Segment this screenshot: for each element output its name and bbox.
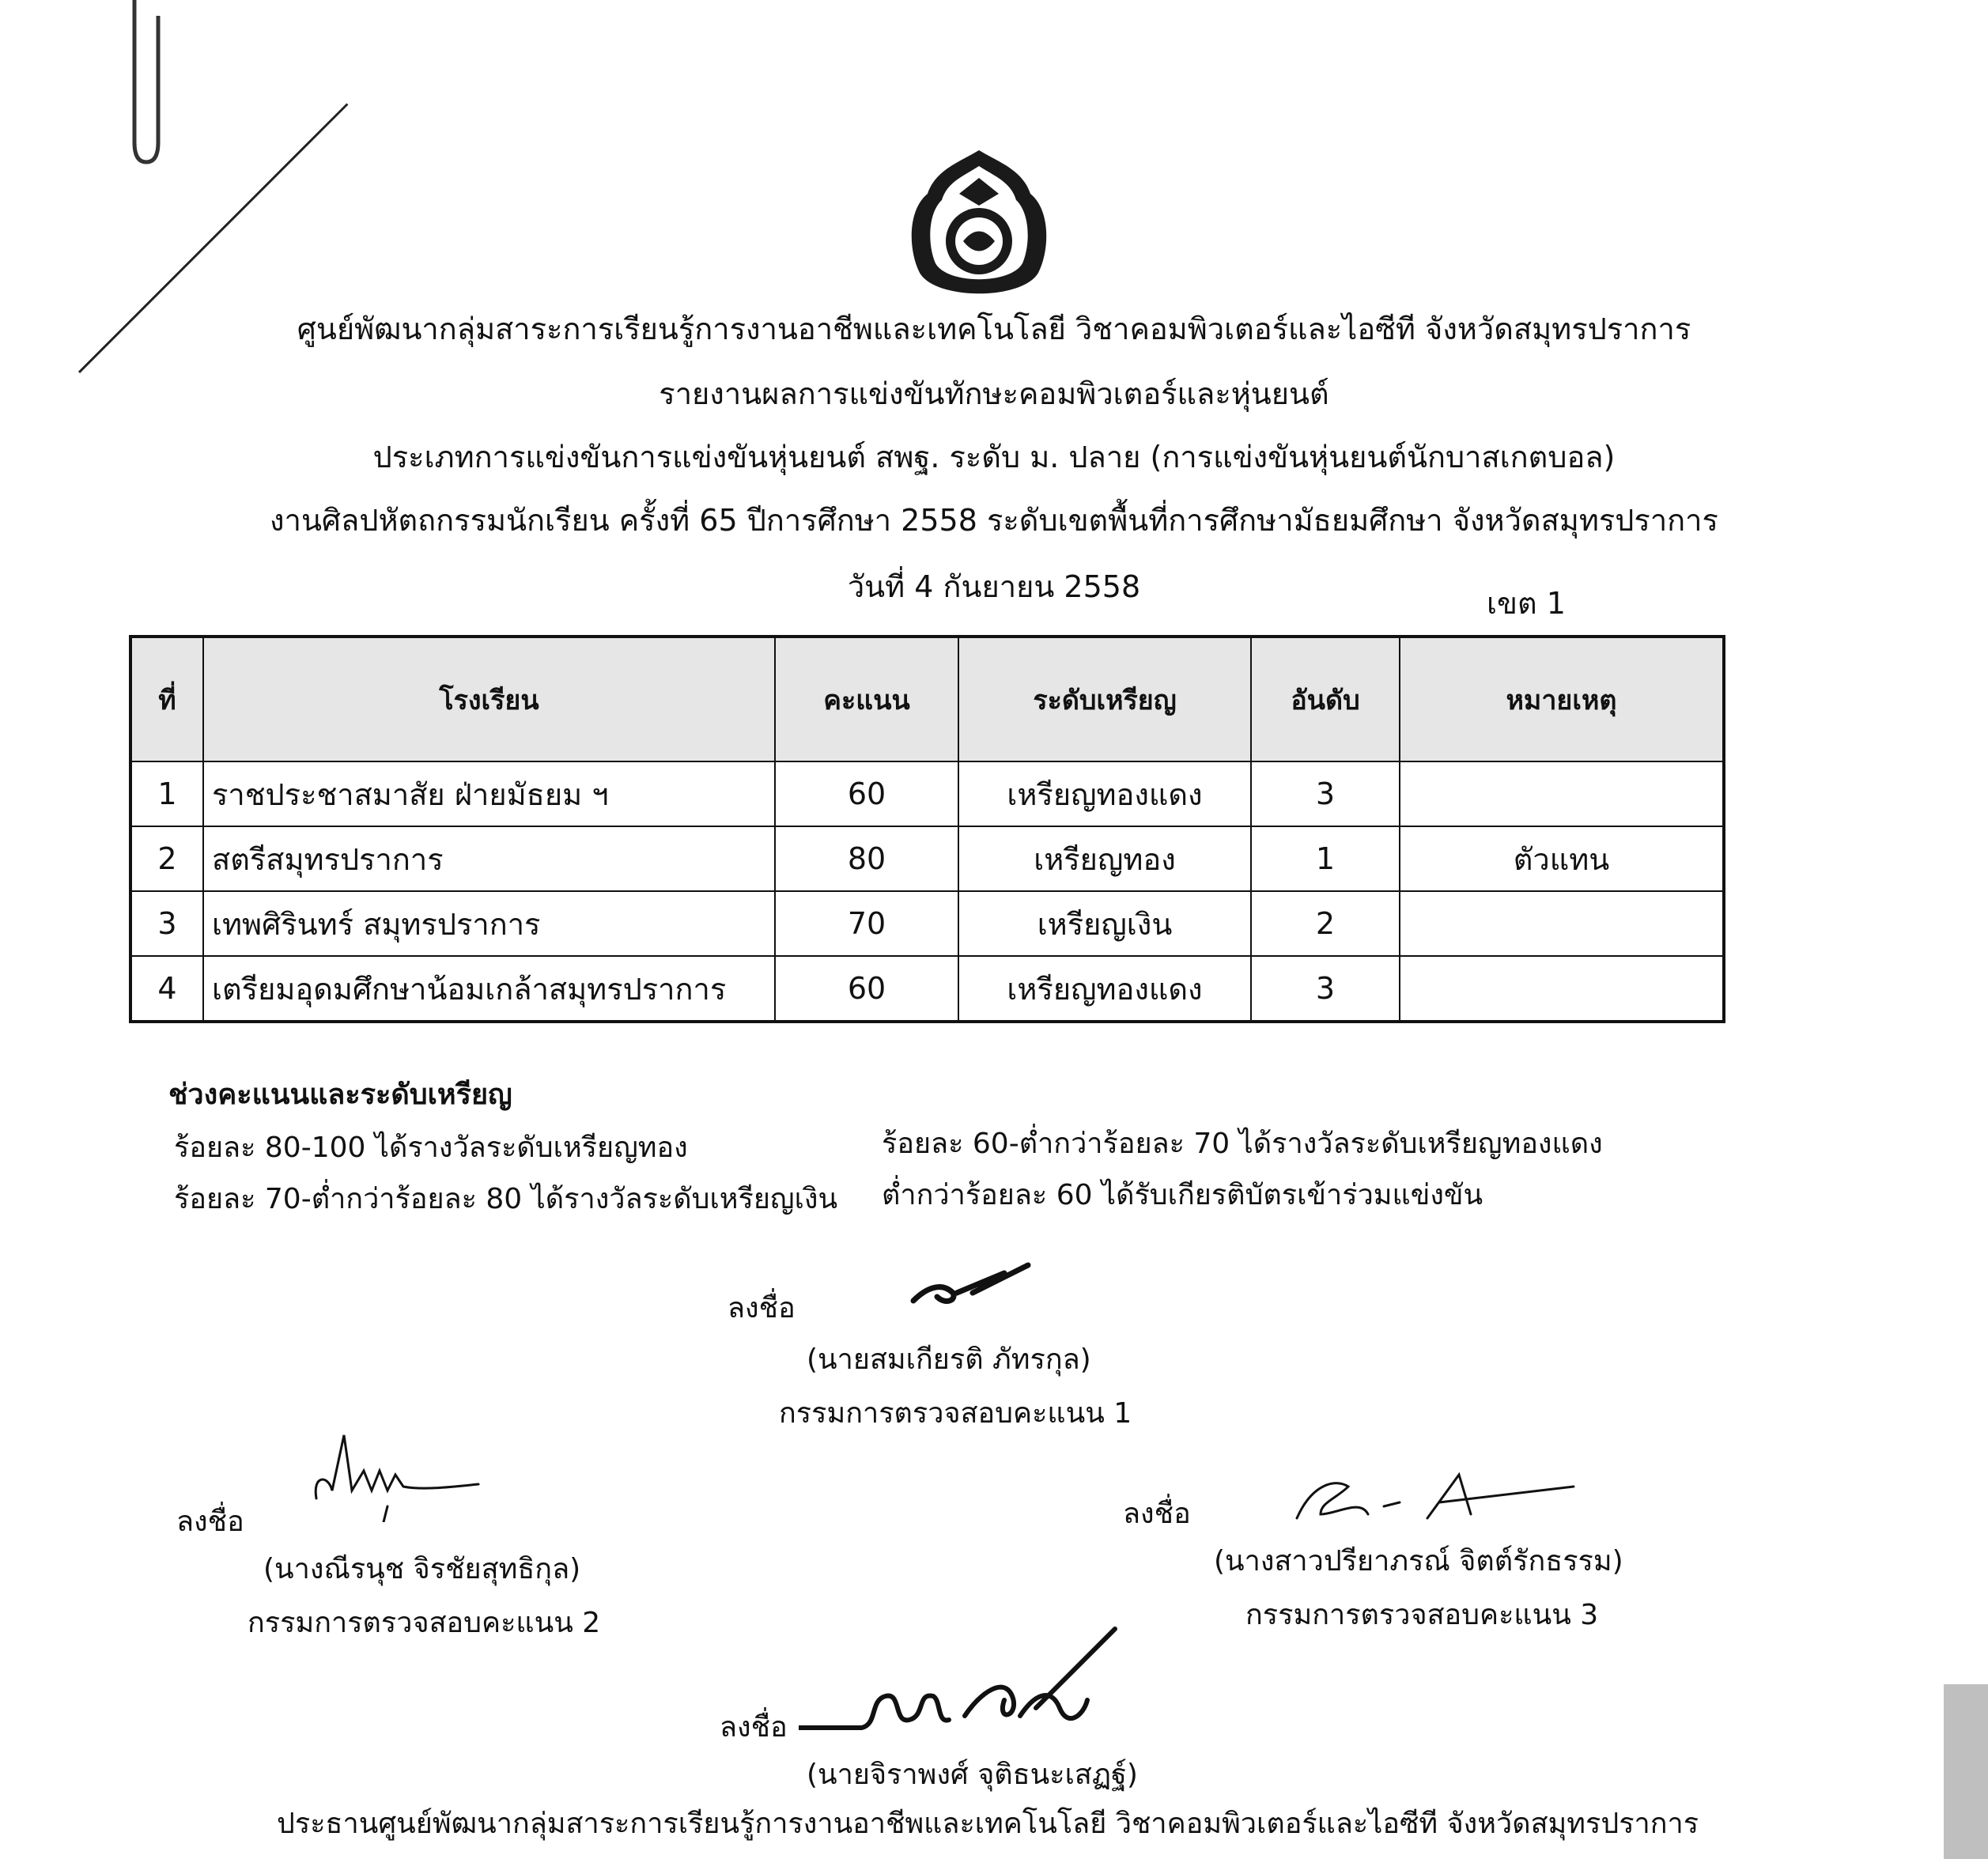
- cell-score: 70: [775, 891, 958, 956]
- judge2-name: (นางณีรนุช จิรชัยสุทธิกุล): [263, 1553, 581, 1585]
- range-silver: ร้อยละ 70-ต่ำกว่าร้อยละ 80 ได้รางวัลระดับเหรียญเงิน: [174, 1183, 838, 1215]
- chair-name: (นายจิราพงศ์ จุติธนะเสฏฐ์): [807, 1759, 1138, 1791]
- cell-medal: เหรียญเงิน: [958, 891, 1251, 956]
- range-bronze: ร้อยละ 60-ต่ำกว่าร้อยละ 70 ได้รางวัลระดับเหรียญทองแดง: [882, 1128, 1603, 1160]
- header-no: ที่: [130, 637, 203, 761]
- judge2-role: กรรมการตรวจสอบคะแนน 2: [248, 1607, 601, 1639]
- table-row: [130, 826, 1724, 891]
- header-school: โรงเรียน: [203, 637, 775, 761]
- cell-rank: 3: [1251, 761, 1400, 826]
- judge1-role: กรรมการตรวจสอบคะแนน 1: [779, 1397, 1132, 1430]
- table-row: [130, 891, 1724, 956]
- signature-judge2: [304, 1427, 486, 1522]
- cell-no: 3: [130, 891, 203, 956]
- judge1-name: (นายสมเกียรติ ภัทรกุล): [807, 1343, 1091, 1376]
- cell-medal: เหรียญทองแดง: [958, 761, 1251, 826]
- cell-no: 2: [130, 826, 203, 891]
- cell-no: 4: [130, 956, 203, 1022]
- header-score: คะแนน: [775, 637, 958, 761]
- judge3-name: (นางสาวปรียาภรณ์ จิตต์รักธรรม): [1214, 1545, 1623, 1578]
- header-rank: อันดับ: [1251, 637, 1400, 761]
- cell-note: [1400, 891, 1724, 956]
- sign-label-chair: ลงชื่อ: [720, 1711, 788, 1744]
- cell-note: ตัวแทน: [1400, 826, 1724, 891]
- sign-label-judge3: ลงชื่อ: [1123, 1498, 1191, 1530]
- cell-school: ราชประชาสมาสัย ฝ่ายมัธยม ฯ: [203, 761, 775, 826]
- sign-label-judge1: ลงชื่อ: [728, 1292, 796, 1324]
- scan-edge: [1944, 1684, 1988, 1859]
- cell-school: เทพศิรินทร์ สมุทรปราการ: [203, 891, 775, 956]
- cell-medal: เหรียญทอง: [958, 826, 1251, 891]
- header-center-name: ศูนย์พัฒนากลุ่มสาระการเรียนรู้การงานอาชีพและเทคโนโลยี วิชาคอมพิวเตอร์และไอซีที จังหวัดสมุทรปราการ: [297, 312, 1691, 346]
- header-event: งานศิลปหัตถกรรมนักเรียน ครั้งที่ 65 ปีการศึกษา 2558 ระดับเขตพื้นที่การศึกษามัธยมศึกษา จังหวัดสมุทรปราการ: [270, 503, 1718, 538]
- cell-medal: เหรียญทองแดง: [958, 956, 1251, 1022]
- cell-note: [1400, 761, 1724, 826]
- table-row: [130, 956, 1724, 1022]
- obec-emblem-icon: [904, 146, 1054, 304]
- cell-school: สตรีสมุทรปราการ: [203, 826, 775, 891]
- sign-label-judge2: ลงชื่อ: [176, 1506, 244, 1538]
- signature-judge1: [909, 1257, 1036, 1313]
- header-report-title: รายงานผลการแข่งขันทักษะคอมพิวเตอร์และหุ่นยนต์: [659, 376, 1329, 411]
- signature-judge3: [1289, 1467, 1582, 1530]
- header-zone: เขต 1: [1487, 586, 1566, 621]
- cell-no: 1: [130, 761, 203, 826]
- range-gold: ร้อยละ 80-100 ได้รางวัลระดับเหรียญทอง: [174, 1132, 688, 1164]
- header-competition-type: ประเภทการแข่งขันการแข่งขันหุ่นยนต์ สพฐ. ระดับ ม. ปลาย (การแข่งขันหุ่นยนต์นักบาสเกตบอล): [372, 440, 1616, 474]
- cell-score: 60: [775, 761, 958, 826]
- signature-chair: [799, 1613, 1131, 1740]
- header-note: หมายเหตุ: [1400, 637, 1724, 761]
- cell-score: 80: [775, 826, 958, 891]
- cell-school: เตรียมอุดมศึกษาน้อมเกล้าสมุทรปราการ: [203, 956, 775, 1022]
- results-table: [129, 635, 1725, 1023]
- judge3-role: กรรมการตรวจสอบคะแนน 3: [1245, 1599, 1599, 1631]
- cell-note: [1400, 956, 1724, 1022]
- score-range-title: ช่วงคะแนนและระดับเหรียญ: [168, 1079, 512, 1111]
- cell-rank: 2: [1251, 891, 1400, 956]
- header-medal: ระดับเหรียญ: [958, 637, 1251, 761]
- header-date: วันที่ 4 กันยายน 2558: [847, 569, 1141, 604]
- range-participant: ต่ำกว่าร้อยละ 60 ได้รับเกียรติบัตรเข้าร่วมแข่งขัน: [882, 1179, 1483, 1211]
- cell-score: 60: [775, 956, 958, 1022]
- table-header-row: [130, 637, 1724, 761]
- cell-rank: 3: [1251, 956, 1400, 1022]
- paper-clip-icon: [119, 0, 166, 174]
- chair-role: ประธานศูนย์พัฒนากลุ่มสาระการเรียนรู้การงานอาชีพและเทคโนโลยี วิชาคอมพิวเตอร์และไอซีที จังหวัดสมุทรปราการ: [277, 1808, 1699, 1840]
- cell-rank: 1: [1251, 826, 1400, 891]
- table-row: [130, 761, 1724, 826]
